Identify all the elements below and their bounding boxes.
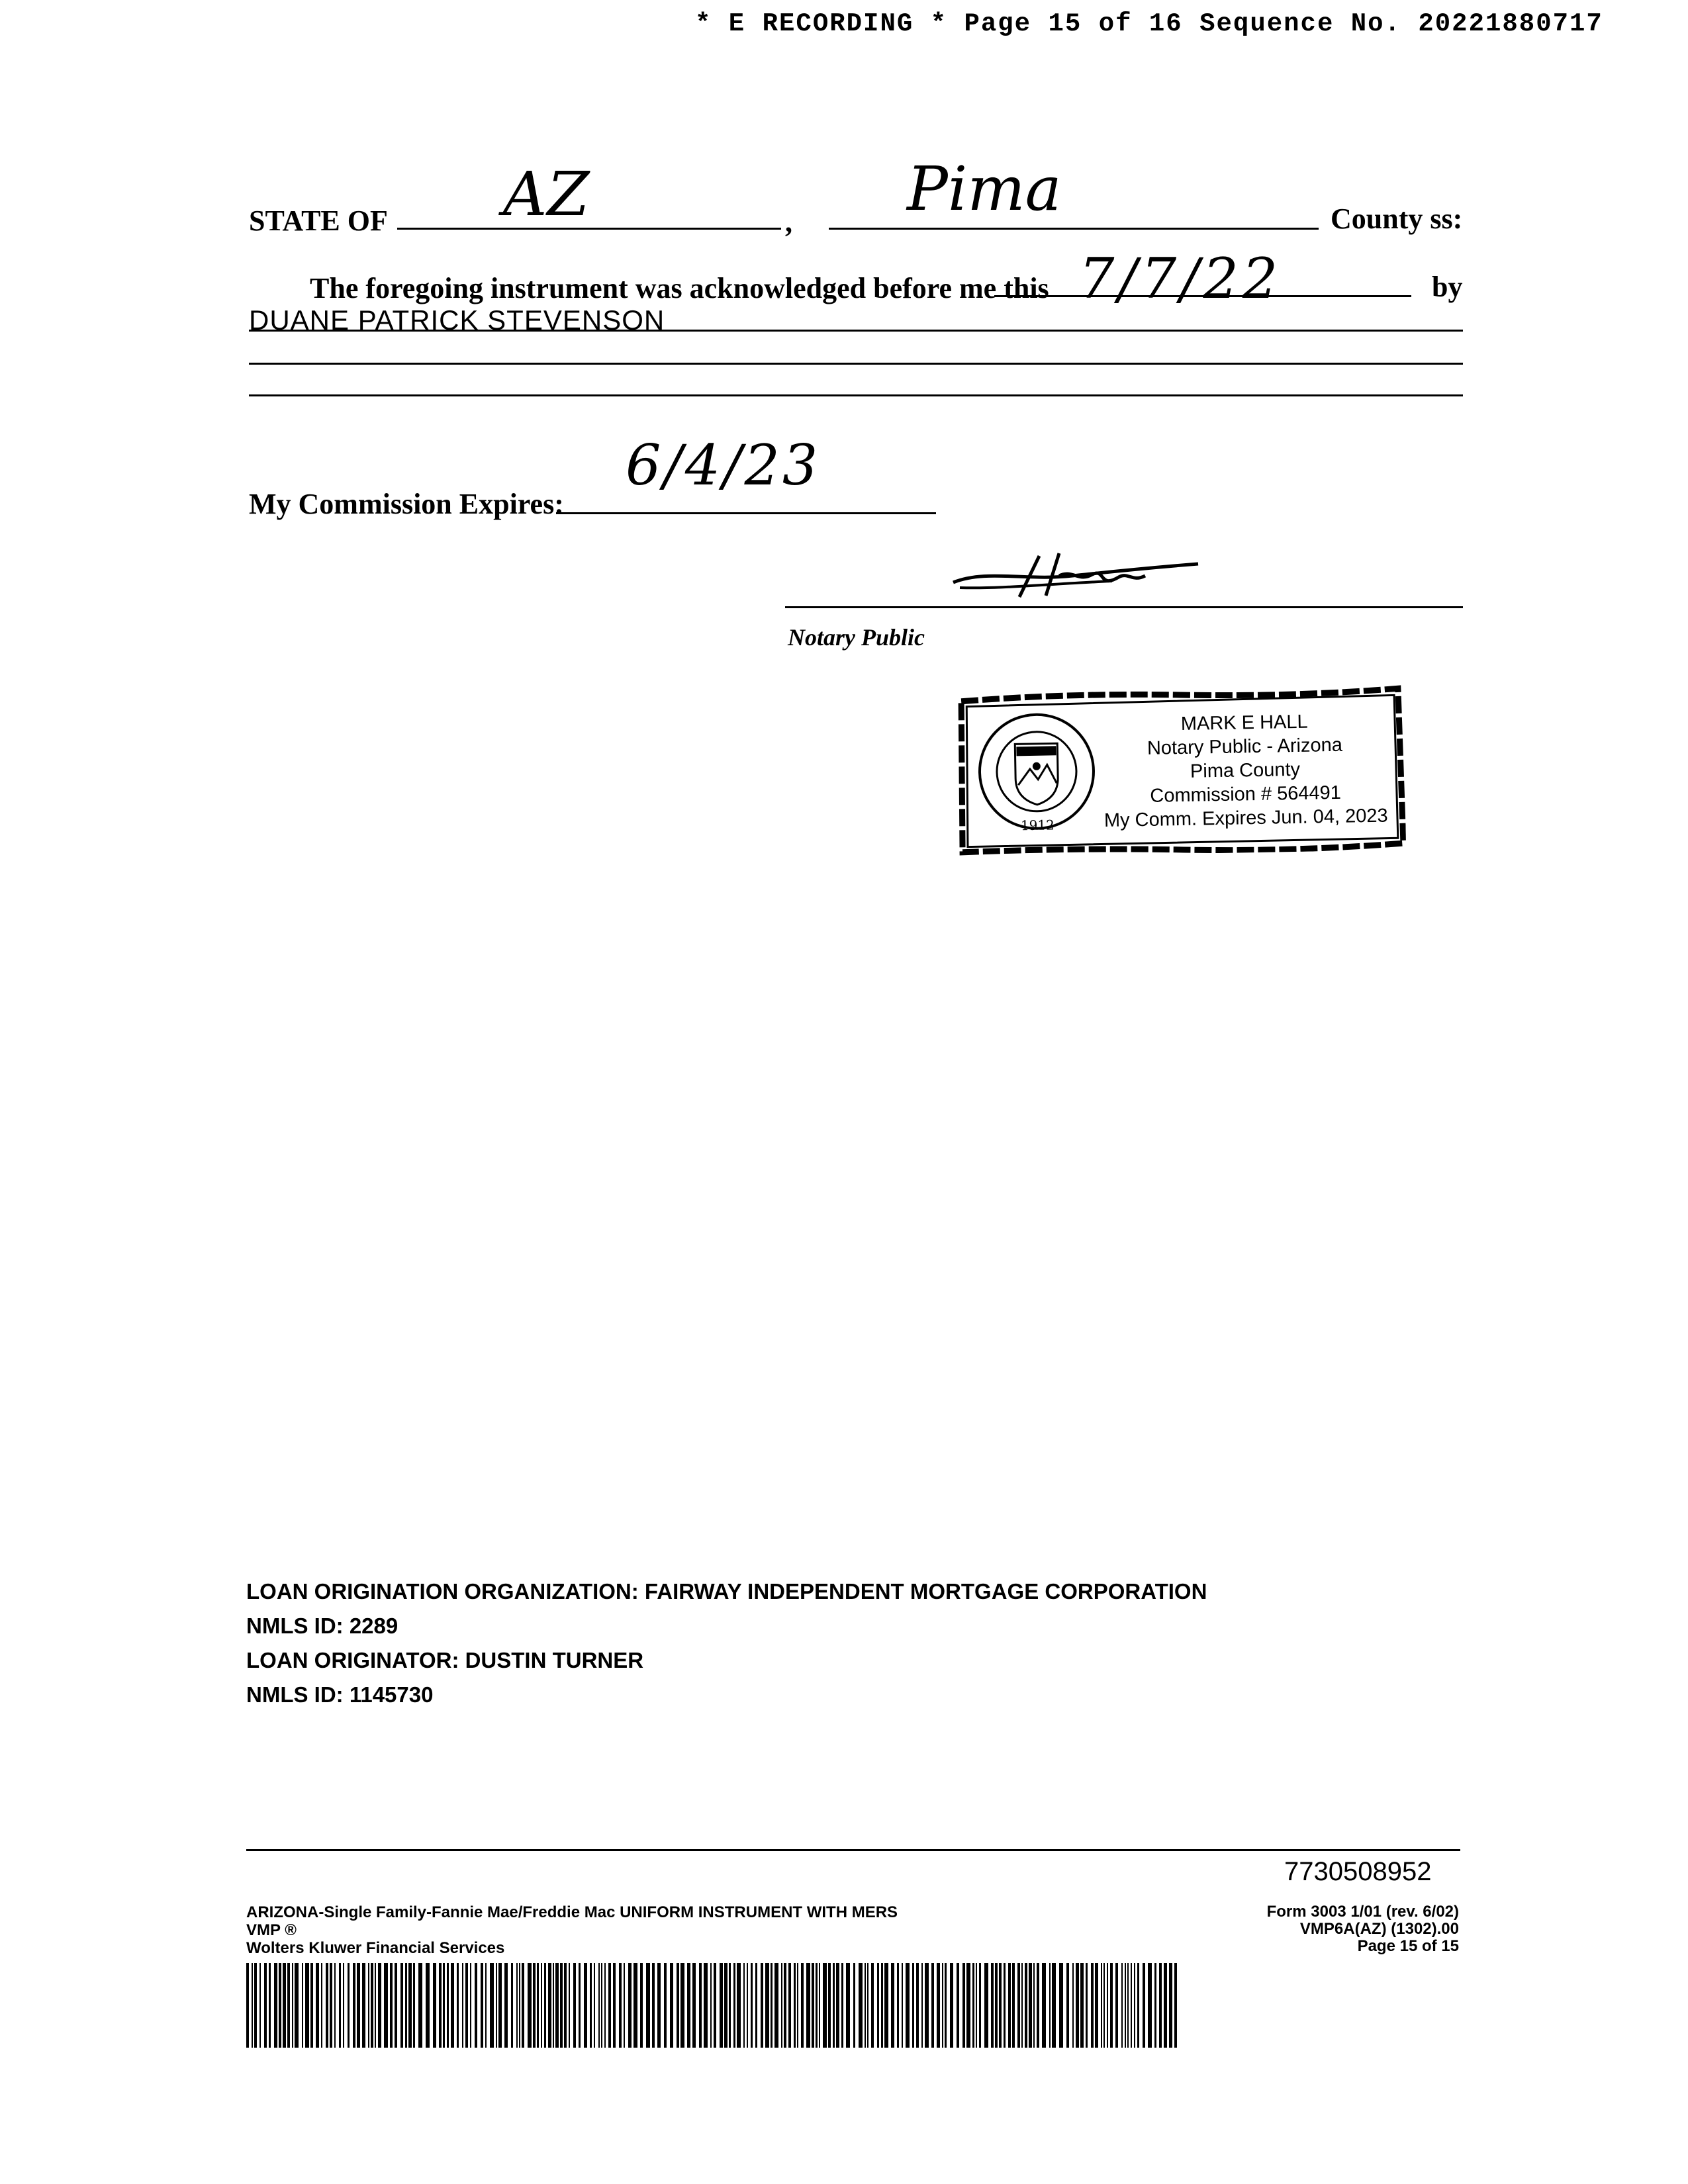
- state-handwritten: AZ: [503, 159, 590, 230]
- organization-nmls: NMLS ID: 2289: [246, 1614, 399, 1638]
- notary-signature-line: [785, 606, 1463, 608]
- signer-line-2: [249, 363, 1463, 365]
- county-handwritten: Pima: [907, 154, 1062, 224]
- barcode-icon: [246, 1963, 1182, 2048]
- notary-public-label: Notary Public: [788, 624, 925, 651]
- by-label: by: [1432, 271, 1463, 303]
- commission-handwritten: 6/4/23: [626, 433, 821, 498]
- vmp-mark: VMP ®: [246, 1921, 297, 1939]
- loan-organization: LOAN ORIGINATION ORGANIZATION: FAIRWAY INDEPENDENT MORTGAGE CORPORATION: [246, 1579, 1207, 1604]
- notary-signature: [947, 543, 1211, 602]
- county-line: [829, 228, 1319, 230]
- commission-line: [556, 512, 936, 514]
- form-info-block: [1165, 1903, 1459, 1955]
- arizona-seal-icon: [976, 704, 1097, 839]
- page-number: Page 15 of 15: [1357, 1937, 1459, 1955]
- seal-year: 1912: [1020, 817, 1055, 834]
- footer-rule: [246, 1849, 1460, 1851]
- publisher: Wolters Kluwer Financial Services: [246, 1939, 505, 1957]
- form-number: Form 3003 1/01 (rev. 6/02): [1266, 1903, 1459, 1921]
- loan-originator: LOAN ORIGINATOR: DUSTIN TURNER: [246, 1648, 644, 1672]
- stamp-county: Pima County: [1190, 758, 1301, 782]
- stamp-commission-number: Commission # 564491: [1150, 782, 1342, 807]
- state-label: STATE OF: [249, 205, 388, 237]
- form-code: VMP6A(AZ) (1302).00: [1299, 1920, 1459, 1938]
- stamp-expiration: My Comm. Expires Jun. 04, 2023: [1103, 805, 1388, 832]
- form-title-block: [246, 1903, 898, 1957]
- account-number: 7730508952: [1284, 1857, 1432, 1886]
- date-handwritten: 7/7/22: [1079, 246, 1282, 311]
- stamp-notary-name: MARK E HALL: [1180, 711, 1308, 735]
- separator-comma: ,: [785, 206, 792, 238]
- stamp-notary-title: Notary Public - Arizona: [1147, 734, 1343, 759]
- form-title: ARIZONA-Single Family-Fannie Mae/Freddie Mac UNIFORM INSTRUMENT WITH MERS: [246, 1903, 898, 1921]
- commission-label: My Commission Expires:: [249, 488, 564, 520]
- originator-nmls: NMLS ID: 1145730: [246, 1682, 434, 1707]
- acknowledgment-statement: The foregoing instrument was acknowledged before me this: [310, 272, 1049, 304]
- signer-line-3: [249, 394, 1463, 396]
- county-label: County ss:: [1331, 203, 1463, 235]
- signer-line-1: [249, 330, 1463, 332]
- notary-stamp: [956, 684, 1406, 858]
- recording-header: * E RECORDING * Page 15 of 16 Sequence No. 20221880717: [695, 9, 1603, 38]
- signer-name: DUANE PATRICK STEVENSON: [249, 304, 665, 336]
